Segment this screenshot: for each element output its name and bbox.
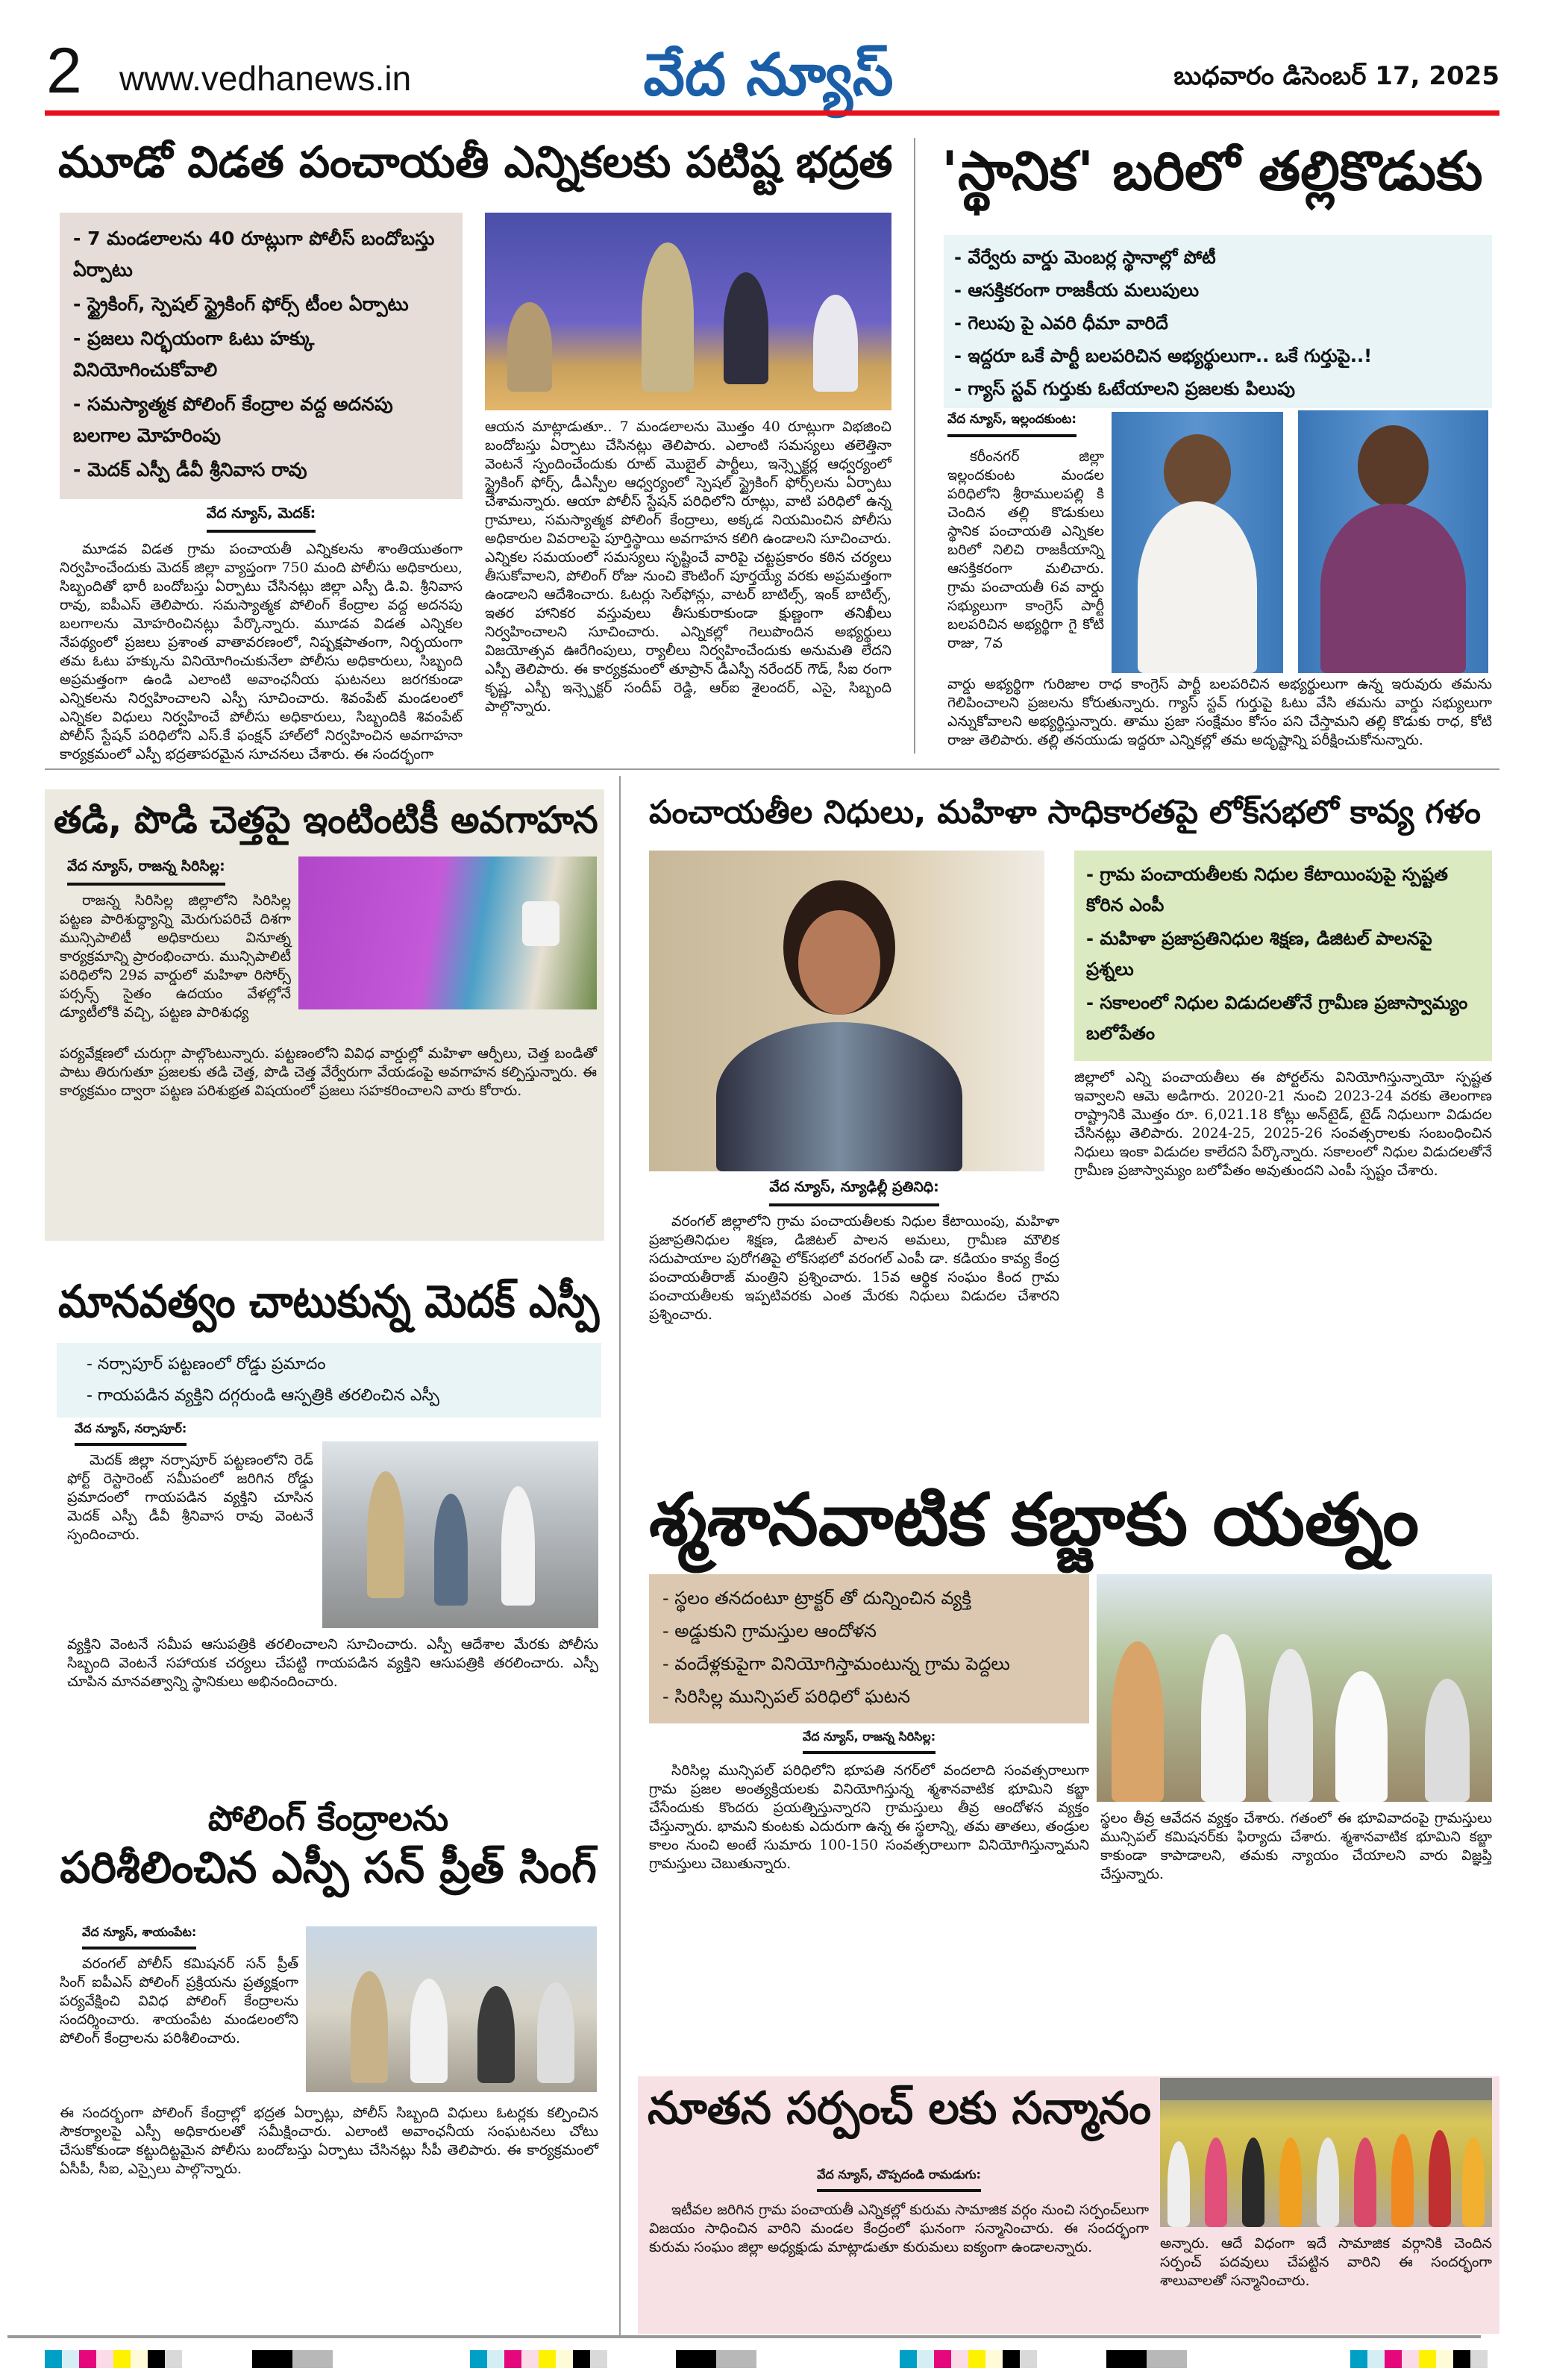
highlight-item: - గ్యాస్ స్టవ్ గుర్తుకు ఓటేయాలని ప్రజలకు పిలుపు (954, 378, 1295, 399)
color-swatch (1020, 2350, 1037, 2368)
article-body: అన్నారు. ఆదే విధంగా ఇదే సామాజిక వర్గానికి చెందిన సర్పంచ్ పదవులు చేపట్టిన వారిని ఈ సందర్భంగా శాలువాలతో సన్మానించారు. (1160, 2235, 1492, 2289)
column-divider (914, 138, 915, 754)
color-swatch (968, 2350, 985, 2368)
print-registration-bar (1350, 2350, 1488, 2368)
highlight-item: - గ్రామ పంచాయతీలకు నిధుల కేటాయింపుపై స్పష్టత కోరిన ఎంపీ (1086, 864, 1448, 915)
article-body: మూడవ విడత గ్రామ పంచాయతీ ఎన్నికలను శాంతియుతంగా నిర్వహించేందుకు మెదక్ జిల్లా వ్యాప్తంగా 750 మంది పోలీసు అధికారులు, సిబ్బందితో భారీ బందోబస్తు ఏర్పాటు చేసినట్లు జిల్లా ఎస్పీ డి.వి. శ్రీనివాస రావు, ఐపీఎస్ తెలిపారు. సమస్యాత్మక పోలింగ్ కేంద్రాల వద్ద అదనపు బలగాలను మోహరించినట్లు పేర్కొన్నారు. మూడవ విడత ఎన్నికల నేపథ్యంలో ప్రజలు ప్రశాంత వాతావరణంలో, నిష్పక్షపాతంగా, నిర్భయంగా తమ ఓటు హక్కును వినియోగించుకునేలా పోలీసు అధికారులు, సిబ్బంది అప్రమత్తంగా ఉండి ఎలాంటి అవాంఛనీయ ఘటనలు జరగకుండా ఎన్నికలను నిర్వహించాలని ఎస్పీ సూచించారు. శివంపేట్ మండలంలో ఎన్నికల విధులు నిర్వహించే పోలీసు అధికారులు, సిబ్బందికి శివంపేట్ పోలీస్ స్టేషన్ పరిధిలోని ఎస్.కే ఫంక్షన్ హాల్‌లో నిర్వహించిన అవగాహనా కార్యక్రమంలో ఎస్పీ భద్రతాపరమైన సూచనలు చేశారు. ఈ సందర్భంగా (60, 541, 463, 762)
highlight-item: - 7 మండలాలను 40 రూట్లుగా పోలీస్ బందోబస్తు ఏర్పాటు (73, 228, 435, 281)
highlight-item: - అడ్డుకుని గ్రామస్తుల ఆందోళన (662, 1620, 877, 1641)
byline: వేద న్యూస్, రాజన్న సిరిసిల్ల: (803, 1729, 935, 1754)
color-swatch (1470, 2350, 1488, 2368)
headline-polling-1: పోలింగ్ కేంద్రాలను (207, 1798, 449, 1838)
newspaper-logo: వేద న్యూస్ (643, 42, 894, 109)
website-url[interactable]: www.vedhanews.in (119, 59, 412, 98)
color-swatch (539, 2350, 556, 2368)
headline-humanity: మానవత్వం చాటుకున్న మెదక్ ఎస్పీ (58, 1276, 600, 1328)
color-swatch (504, 2350, 521, 2368)
highlight-item: - వేర్వేరు వార్డు మెంబర్ల స్థానాల్లో పోటీ (954, 247, 1216, 268)
headline-waste: తడి, పొడి చెత్తపై ఇంటింటికీ అవగాహన (54, 798, 598, 842)
byline: వేద న్యూస్, ఇల్లందకుంట: (947, 412, 1076, 437)
color-swatch (573, 2350, 590, 2368)
headline-cemetery: శ్మశానవాటిక కబ్జాకు యత్నం (649, 1478, 1420, 1562)
column-divider (619, 776, 621, 2335)
print-registration-bar (900, 2350, 1037, 2368)
color-swatch (951, 2350, 968, 2368)
headline-polling-2: పరిశీలించిన ఎస్పీ సన్ ప్రీత్ సింగ్ (60, 1842, 597, 1893)
color-swatch (1367, 2350, 1385, 2368)
article-body: ఈ సందర్భంగా పోలింగ్ కేంద్రాల్లో భద్రత ఏర్పాట్లు, పోలీస్ సిబ్బంది విధులు ఓటర్లకు కల్పించిన సౌకర్యాలపై ఎస్పీ అధికారులతో సమీక్షించారు. ఎలాంటి అవాంఛనీయ సంఘటనలు చోటు చేసుకోకుండా కట్టుదిట్టమైన పోలీసు బందోబస్తు ఏర్పాటు చేసినట్లు సీపీ తెలిపారు. ఈ కార్యక్రమంలో ఏసీపీ, సీఐ, ఎస్సైలు పాల్గొన్నారు. (60, 2105, 598, 2177)
highlight-item: - ప్రజలు నిర్భయంగా ఓటు హక్కు వినియోగించుకోవాలి (73, 328, 315, 381)
color-swatch (1436, 2350, 1453, 2368)
color-swatch (113, 2350, 131, 2368)
photo-candidate-son (1112, 412, 1283, 673)
article-body: ఆయన మాట్లాడుతూ.. 7 మండలాలను మొత్తం 40 రూట్లుగా విభజించి బందోబస్తు ఏర్పాటు చేసినట్లు తెలిపారు. ఎలాంటి సమస్యలు తలెత్తినా వెంటనే స్పందించేందుకు రూట్ మొబైల్ పార్టీలు, ఇన్స్పెక్టర్ల ఆధ్వర్యంలో స్ట్రైకింగ్ ఫోర్స్, డీఎస్పీల ఆధ్వర్యంలో స్పెషల్ స్ట్రైకింగ్ ఫోర్స్‌లను ఏర్పాటు చేశామన్నారు. ఆయా పోలీస్ స్టేషన్ పరిధిలోని రూట్లు, వాటి పరిధిలో ఉన్న గ్రామాలు, సమస్యాత్మక పోలింగ్ కేంద్రాలు, అక్కడ నియమించిన పోలీసు అధికారుల వివరాలపై పూర్తిస్థాయి అవగాహన కలిగి ఉండాలని సూచించారు. ఎన్నికల సమయంలో సమస్యలు సృష్టించే వారిపై చట్టప్రకారం కఠిన చర్యలు తీసుకోవాలని, పోలింగ్ రోజు నుంచి కౌంటింగ్ పూర్తయ్యే వరకు అప్రమత్తంగా ఉండాలని ఆదేశించారు. ఓటర్లు సెల్‌ఫోన్లు, వాటర్ బాటిల్స్, ఇంక్ బాటిల్స్, ఇతర హానికర వస్తువులు తీసుకురాకుండా క్షుణ్ణంగా తనిఖీలు నిర్వహించాలని సూచించారు. ఎన్నికల్లో గెలుపొందిన అభ్యర్థులు విజయోత్సవ ఊరేగింపులు, ర్యాలీలు నిర్వహించేందుకు అనుమతి లేదని ఎస్పీ తెలిపారు. ఈ కార్యక్రమంలో తూప్రాన్ డీఎస్పీ నరేందర్ గౌడ్, సీఐ రంగా కృష్ణ, ఎస్బీ ఇన్స్పెక్టర్ సందీప్ రెడ్డి, ఆర్ఐ శైలందర్, ఎసై, సిబ్బంది పాల్గొన్నారు. (485, 419, 891, 715)
highlight-item: - స్థలం తనదంటూ ట్రాక్టర్ తో దున్నించిన వ్యక్తి (662, 1588, 971, 1609)
highlight-item: - వందేళ్లకుపైగా వినియోగిస్తామంటున్న గ్రామ పెద్దలు (662, 1653, 1010, 1674)
article-body: వ్యక్తిని వెంటనే సమీప ఆసుపత్రికి తరలించాలని సూచించారు. ఎస్పీ ఆదేశాల మేరకు పోలీసు సిబ్బంది వెంటనే సహాయక చర్యలు చేపట్టి గాయపడిన వ్యక్తిని ఆసుపత్రికి తరలించారు. ఎస్పీ చూపిన మానవత్వాన్ని స్థానికులు అభినందించారు. (67, 1636, 598, 1690)
article-body: కరీంనగర్ జిల్లా ఇల్లందకుంట మండల పరిధిలోని శ్రీరాములపల్లి కి చెందిన తల్లి కొడుకులు స్థానిక పంచాయతి ఎన్నికల బరిలో నిలిచి రాజకీయాన్ని ఆసక్తికరంగా మలిచారు. గ్రామ పంచాయతీ 6వ వార్డు సభ్యులుగా కాంగ్రెస్ పార్టీ బలపరిచిన అభ్యర్థిగా గై కోటి రాజు, 7వ (947, 448, 1104, 651)
color-swatch (1402, 2350, 1419, 2368)
color-swatch (45, 2350, 62, 2368)
color-swatch (470, 2350, 487, 2368)
color-swatch (148, 2350, 165, 2368)
security-left-column (60, 213, 463, 762)
article-body: పర్యవేక్షణలో చురుగ్గా పాల్గొంటున్నారు. పట్టణంలోని వివిధ వార్డుల్లో మహిళా ఆర్పీలు, చెత్త బండితో పాటు తిరుగుతూ ప్రజలకు తడి చెత్త, పొడి చెత్త వేర్వేరుగా వేయడంపై అవగాహన కల్పిస్తున్నారు. ఈ కార్యక్రమం ద్వారా పట్టణ పరిశుభ్రత విషయంలో ప్రజలు సహకరించాలని వారు కోరారు. (60, 1045, 597, 1099)
issue-date: బుధవారం డిసెంబర్ 17, 2025 (1173, 61, 1499, 91)
color-swatch (62, 2350, 79, 2368)
print-density-bar (1106, 2350, 1187, 2368)
highlights-box-kavya (1074, 851, 1492, 1061)
photo-police-meeting (485, 213, 891, 410)
highlights-box-humanity (57, 1343, 601, 1418)
article-body: స్థలం తీవ్ర ఆవేదన వ్యక్తం చేశారు. గతంలో ఈ భూవివాదంపై గ్రామస్తులు మున్సిపల్ కమిషనర్‌కు ఫిర్యాదు చేశారు. శ్మశానవాటిక భూమిని కబ్జా కాకుండా కాపాడాలని, తమకు న్యాయం చేయాలని వారు విజ్ఞప్తి చేస్తున్నారు. (1100, 1810, 1492, 1882)
highlight-item: - ఆసక్తికరంగా రాజకీయ మలుపులు (954, 280, 1199, 301)
masthead-rule (45, 110, 1499, 116)
photo-road-accident (322, 1441, 598, 1628)
photo-sarpanch-felicitation (1160, 2078, 1492, 2227)
photo-cemetery-protest (1097, 1574, 1492, 1802)
color-swatch (556, 2350, 573, 2368)
print-registration-bar (470, 2350, 607, 2368)
highlights-box-mother-son (944, 235, 1492, 408)
color-swatch (1385, 2350, 1402, 2368)
article-body: వరంగల్ పోలీస్ కమిషనర్ సన్ ప్రీత్ సింగ్ ఐపీఎస్ పోలింగ్ ప్రక్రియను ప్రత్యక్షంగా పర్యవేక్షించి వివిధ పోలింగ్ కేంద్రాలను సందర్శించారు. శాయంపేట మండలంలోని పోలింగ్ కేంద్రాలను పరిశీలించారు. (60, 1955, 298, 2047)
article-body: మెదక్ జిల్లా నర్సాపూర్ పట్టణంలోని రెడ్ ఫోర్ట్ రెస్టారెంట్ సమీపంలో జరిగిన రోడ్డు ప్రమాదంలో గాయపడిన వ్యక్తిని చూసిన మెదక్ ఎస్పీ డీవీ శ్రీనివాస రావు వెంటనే స్పందించారు. (67, 1452, 313, 1543)
article-body: వార్డు అభ్యర్థిగా గురిజాల రాధ కాంగ్రెస్ పార్టీ బలపరిచిన అభ్యర్థులుగా ఉన్న ఇరువురు తమను గెలిపించాలని ప్రజలను కోరుతున్నారు. గ్యాస్ స్టవ్ గుర్తుపై ఓటు వేసి తమను వార్డు సభ్యులుగా ఎన్నుకోవాలని అభ్యర్థిస్తున్నారు. తాము ప్రజా సంక్షేమం కోసం పని చేస్తామని తల్లి కొడుకు రాధ, కోటి రాజు తెలిపారు. తల్లి తనయుడు ఇద్దరూ ఎన్నికల్లో తమ అదృష్టాన్ని పరీక్షించుకోనున్నారు. (947, 676, 1492, 748)
highlight-item: - గాయపడిన వ్యక్తిని దగ్గరుండి ఆస్పత్రికి తరలించిన ఎస్పీ (87, 1386, 439, 1405)
article-body: సిరిసిల్ల మున్సిపల్ పరిధిలోని భూపతి నగర్‌లో వందలాది సంవత్సరాలుగా గ్రామ ప్రజల అంత్యక్రియలకు వినియోగిస్తున్న శ్మశానవాటిక భూమిని కబ్జా చేసేందుకు కొందరు ప్రయత్నిస్తున్నారని గ్రామస్తులు తీవ్ర ఆందోళన వ్యక్తం చేస్తున్నారు. భామని కుంటకు ఎదురుగా ఉన్న ఈ స్థలాన్ని, తమ తాతలు, తండ్రుల కాలం నుంచి అంటే సుమారు 100-150 సంవత్సరాలుగా వినియోగిస్తున్నామని గ్రామస్తులు చెబుతున్నారు. (649, 1762, 1089, 1872)
highlight-item: - మెదక్ ఎస్పీ డీవీ శ్రీనివాస రావు (73, 459, 307, 480)
color-swatch (96, 2350, 113, 2368)
photo-mp-kavya (649, 851, 1044, 1171)
byline: వేద న్యూస్, రాజన్న సిరిసిల్ల: (67, 858, 225, 886)
kavya-right-column (1074, 851, 1492, 1421)
cemetery-left-column (649, 1574, 1089, 2052)
byline: వేద న్యూస్, నర్సాపూర్: (75, 1421, 187, 1446)
color-swatch (590, 2350, 607, 2368)
photo-candidate-mother (1298, 410, 1488, 673)
highlight-item: - మహిళా ప్రజాప్రతినిధుల శిక్షణ, డిజిటల్ పాలనపై ప్రశ్నలు (1086, 928, 1432, 980)
page-bottom-rule (7, 2335, 1481, 2338)
highlight-item: - సమస్యాత్మక పోలింగ్ కేంద్రాల వద్ద అదనపు బలగాల మోహరింపు (73, 393, 393, 446)
section-divider (45, 768, 1499, 770)
color-swatch (934, 2350, 951, 2368)
print-density-bar (252, 2350, 333, 2368)
headline-kavya: పంచాయతీల నిధులు, మహిళా సాధికారతపై లోక్‌సభలో కావ్య గళం (649, 794, 1481, 831)
print-registration-bar (45, 2350, 182, 2368)
color-swatch (1003, 2350, 1020, 2368)
color-swatch (900, 2350, 917, 2368)
highlight-item: - ఇద్దరూ ఒకే పార్టీ బలపరిచిన అభ్యర్థులుగా.. ఒకే గుర్తుపై..! (954, 345, 1373, 366)
article-body: వరంగల్ జిల్లాలోని గ్రామ పంచాయతీలకు నిధుల కేటాయింపు, మహిళా ప్రజాప్రతినిధుల శిక్షణ, డిజిటల్ పాలన అమలు, గ్రామీణ మౌలిక సదుపాయాల పురోగతిపై లోక్‌సభలో వరంగల్ ఎంపీ డా. కడియం కావ్య కేంద్ర పంచాయతీరాజ్ మంత్రిని ప్రశ్నించారు. 15వ ఆర్థిక సంఘం కింద గ్రామ పంచాయతీలకు ఇప్పటివరకు ఎంత మేరకు నిధులు విడుదల చేశారని ప్రశ్నించారు. (649, 1213, 1059, 1323)
photo-waste-awareness (298, 857, 597, 1009)
highlight-item: - సిరిసిల్ల మున్సిపల్ పరిధిలో ఘటన (662, 1686, 911, 1707)
byline: వేద న్యూస్, శాయంపేట: (82, 1925, 196, 1950)
highlights-box-security (60, 213, 463, 499)
color-swatch (1419, 2350, 1436, 2368)
color-swatch (1350, 2350, 1367, 2368)
color-swatch (917, 2350, 934, 2368)
color-swatch (985, 2350, 1003, 2368)
headline-mother-son: 'స్థానిక' బరిలో తల్లికొడుకు (941, 140, 1483, 202)
highlight-item: - సకాలంలో నిధుల విడుదలతోనే గ్రామీణ ప్రజాస్వామ్యం బలోపేతం (1086, 992, 1468, 1044)
page-number: 2 (46, 35, 82, 107)
photo-polling-inspection (306, 1926, 597, 2092)
byline: వేద న్యూస్, మెదక్: (207, 505, 316, 533)
color-swatch (1453, 2350, 1470, 2368)
article-body: ఇటీవల జరిగిన గ్రామ పంచాయతీ ఎన్నికల్లో కురుమ సామాజిక వర్గం నుంచి సర్పంచ్‌లుగా విజయం సాధించిన వారిని మండల కేంద్రంలో ఘనంగా సన్మానించారు. ఈ సందర్భంగా కురుమ సంఘం జిల్లా అధ్యక్షుడు మాట్లాడుతూ కురుమలు ఐక్యంగా ఉండాలన్నారు. (649, 2202, 1149, 2255)
color-swatch (79, 2350, 96, 2368)
headline-felicitation: నూతన సర్పంచ్ లకు సన్మానం (648, 2082, 1151, 2135)
highlight-item: - స్ట్రైకింగ్, స్పెషల్ స్ట్రైకింగ్ ఫోర్స్ టీంల ఏర్పాటు (73, 293, 409, 315)
byline: వేద న్యూస్, న్యూఢిల్లీ ప్రతినిధి: (769, 1179, 939, 1206)
highlight-item: - నర్సాపూర్ పట్టణంలో రోడ్డు ప్రమాదం (87, 1355, 326, 1374)
headline-security: మూడో విడత పంచాయతీ ఎన్నికలకు పటిష్ట భద్రత (58, 137, 893, 187)
article-body: జిల్లాలో ఎన్ని పంచాయతీలు ఈ పోర్టల్‌ను వినియోగిస్తున్నాయో స్పష్టత ఇవ్వాలని ఆమె అడిగారు. 2020-21 నుంచి 2023-24 వరకు తెలంగాణ రాష్ట్రానికి మొత్తం రూ. 6,021.18 కోట్లు అన్‌టైడ్, టైడ్ నిధులుగా విడుదల చేసినట్లు తెలిపారు. 2024-25, 2025-26 సంవత్సరాలకు సంబంధించిన నిధులు ఇంకా విడుదల కాలేదని పేర్కొన్నారు. సకాలంలో నిధుల విడుదలతోనే గ్రామీణ ప్రజాస్వామ్యం బలోపేతం అవుతుందని ఎంపీ స్పష్టం చేశారు. (1074, 1069, 1492, 1179)
byline: వేద న్యూస్, చొప్పదండి రామడుగు: (817, 2167, 981, 2192)
color-swatch (165, 2350, 182, 2368)
highlight-item: - గెలుపు పై ఎవరి ధీమా వారిదే (954, 313, 1168, 333)
print-density-bar (676, 2350, 756, 2368)
highlights-box-cemetery (649, 1574, 1089, 1723)
article-body: రాజన్న సిరిసిల్ల జిల్లాలోని సిరిసిల్ల పట్టణ పారిశుద్ధ్యాన్ని మెరుగుపరిచే దిశగా మున్సిపాలిటీ అధికారులు వినూత్న కార్యక్రమాన్ని ప్రారంభించారు. మున్సిపాలిటీ పరిధిలోని 29వ వార్డులో మహిళా రిసోర్స్ పర్సన్స్ సైతం ఉదయం వేళల్లోనే డ్యూటీలోకి వచ్చి, పట్టణ పారిశుధ్య (60, 892, 291, 1021)
color-swatch (487, 2350, 504, 2368)
color-swatch (521, 2350, 539, 2368)
color-swatch (131, 2350, 148, 2368)
